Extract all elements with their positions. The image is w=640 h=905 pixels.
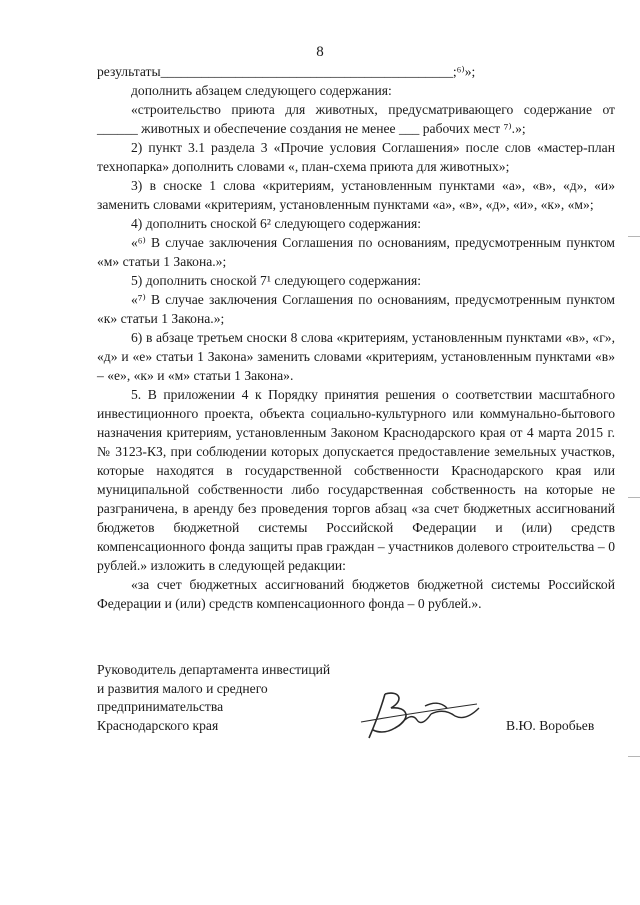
margin-mark <box>628 497 640 498</box>
paragraph-add-clause: дополнить абзацем следующего содержания: <box>131 83 392 98</box>
paragraph-item-6: 6) в абзаце третьем сноски 8 слова «критериям, установленным пунктами «в», «г», «д» и «е» статьи 1 Закона» заменить словами «критериям, установленным пунктами «в» – «е», «к» и «м» статьи 1 Закона». <box>97 330 615 383</box>
handwritten-signature <box>355 686 485 746</box>
margin-mark <box>628 756 640 757</box>
paragraph-item-5: 5) дополнить сноской 7¹ следующего содержания: <box>131 273 421 288</box>
page-number: 8 <box>316 44 324 60</box>
margin-mark <box>628 236 640 237</box>
paragraph-animal-shelter: «строительство приюта для животных, предусматривающего содержание от ______ животных и обеспечение создания не менее ___ рабочих мест ⁷⁾.»; <box>97 102 615 136</box>
paragraph-footnote-6: «⁶⁾ В случае заключения Соглашения по основаниям, предусмотренным пунктом «м» статьи 1 Закона.»; <box>97 235 615 269</box>
paragraph-footnote-7: «⁷⁾ В случае заключения Соглашения по основаниям, предусмотренным пунктом «к» статьи 1 Закона.»; <box>97 292 615 326</box>
paragraph-section-5: 5. В приложении 4 к Порядку принятия решения о соответствии масштабного инвестиционного проекта, объекта социально-культурного или коммунально-бытового назначения критериям, установленным Законом Краснодарского края от 4 марта 2015 г. № 3123-КЗ, при соблюдении которых допускается предоставление земельных участков, которые находятся в государственной собственности Краснодарского края или муниципальной собственности либо государственная собственность на которые не разграничена, в аренду без проведения торгов абзац «за счет бюджетных ассигнований бюджетов бюджетной системы Российской Федерации и (или) средств компенсационного фонда защиты прав граждан – участников долевого строительства – 0 рублей.» изложить в следующей редакции: <box>97 387 615 573</box>
paragraph-results-line: результаты___________________________________________;⁶⁾»; <box>97 64 476 79</box>
paragraph-new-wording: «за счет бюджетных ассигнований бюджетов бюджетной системы Российской Федерации и (или) средств компенсационного фонда – 0 рублей.». <box>97 577 615 611</box>
paragraph-item-3: 3) в сноске 1 слова «критериям, установленным пунктами «а», «в», «д», «и» заменить словами «критериям, установленным пунктами «а», «в», «д», «и», «к», «м»; <box>97 178 615 212</box>
signatory-title-line: Руководитель департамента инвестиций <box>97 662 331 677</box>
signatory-title <box>97 661 377 735</box>
document-body <box>97 62 615 613</box>
paragraph-item-4: 4) дополнить сноской 6² следующего содержания: <box>131 216 421 231</box>
paragraph-item-2: 2) пункт 3.1 раздела 3 «Прочие условия Соглашения» после слов «мастер-план технопарка» дополнить словами «, план-схема приюта для животных»; <box>97 140 615 174</box>
signatory-name: В.Ю. Воробьев <box>506 718 595 733</box>
signatory-title-line: и развития малого и среднего <box>97 680 268 696</box>
signatory-title-line: предпринимательства <box>97 699 224 714</box>
signatory-title-line: Краснодарского края <box>97 717 219 733</box>
